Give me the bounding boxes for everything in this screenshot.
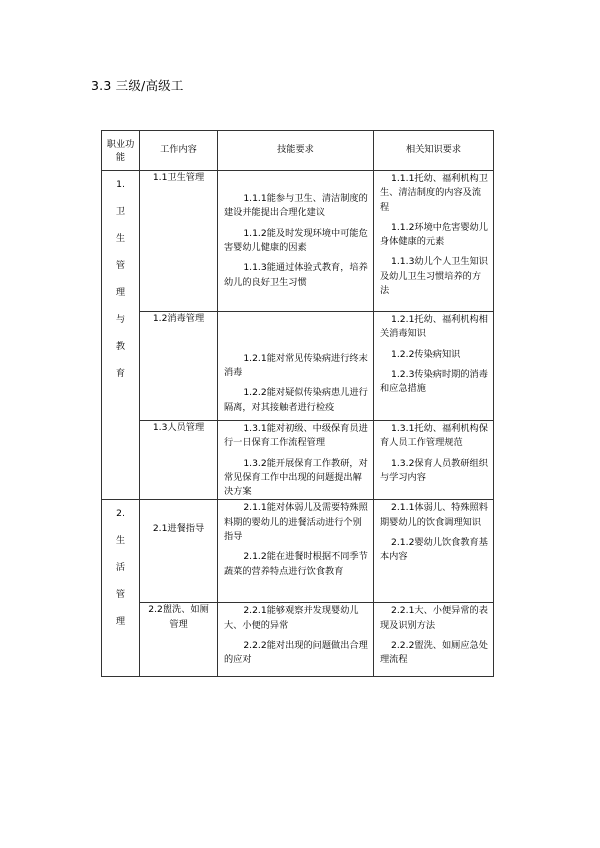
skill-item: 2.1.1能对体弱儿及需要特殊照料期的婴幼儿的进餐活动进行个别指导: [224, 502, 368, 543]
knowledge-cell: [374, 500, 494, 603]
knowledge-cell: [374, 603, 494, 677]
knowledge-item: 2.1.2婴幼儿饮食教育基本内容: [380, 537, 488, 563]
skill-standard-table: [101, 130, 494, 677]
knowledge-item: 1.1.1托幼、福利机构卫生、清洁制度的内容及流程: [380, 173, 488, 213]
knowledge-item: 1.2.3传染病时期的消毒和应急措施: [380, 368, 488, 395]
skill-item: 1.1.3能通过体验式教育，培养幼儿的良好卫生习惯: [224, 262, 368, 288]
header-know: 相关知识要求: [374, 131, 494, 171]
knowledge-cell: [374, 312, 494, 421]
work-cell: 1.2消毒管理: [140, 312, 218, 421]
func-cell: [102, 500, 140, 677]
knowledge-item: 2.1.1体弱儿、特殊照料期婴幼儿的饮食调理知识: [380, 502, 488, 528]
work-cell: 1.1卫生管理: [140, 171, 218, 312]
skill-cell: [218, 603, 374, 677]
section-heading: 3.3 三级/高级工: [91, 78, 184, 93]
knowledge-cell: [374, 421, 494, 500]
knowledge-item: 1.1.2环境中危害婴幼儿身体健康的元素: [380, 221, 488, 248]
knowledge-item: 1.3.1托幼、福利机构保育人员工作管理规范: [380, 423, 488, 449]
work-cell: 2.2盥洗、如厕管理: [140, 603, 218, 677]
skill-item: 2.2.2能对出现的问题做出合理的应对: [224, 640, 368, 666]
header-skill: 技能要求: [218, 131, 374, 171]
skill-item: 1.2.2能对疑似传染病患儿进行隔离，对其接触者进行检疫: [224, 387, 368, 413]
skill-item: 1.1.1能参与卫生、清洁制度的建设并能提出合理化建议: [224, 193, 368, 219]
skill-item: 2.2.1能够观察并发现婴幼儿大、小便的异常: [224, 605, 359, 631]
knowledge-item: 2.2.2盥洗、如厕应急处理流程: [380, 640, 488, 666]
table-row: [102, 312, 494, 421]
skill-item: 1.3.1能对初级、中级保育员进行一日保育工作流程管理: [224, 423, 368, 449]
table-header-row: [102, 131, 494, 171]
work-cell: 1.3人员管理: [140, 421, 218, 500]
skill-item: 1.1.2能及时发现环境中可能危害婴幼儿健康的因素: [224, 227, 368, 253]
skill-cell: [218, 171, 374, 312]
table-row: [102, 421, 494, 500]
skill-cell: [218, 500, 374, 603]
skill-item: 2.1.2能在进餐时根据不同季节蔬菜的营养特点进行饮食教育: [224, 551, 368, 577]
header-work: 工作内容: [140, 131, 218, 171]
skill-cell: [218, 421, 374, 500]
knowledge-item: 1.1.3幼儿个人卫生知识及幼儿卫生习惯培养的方法: [380, 256, 488, 297]
work-cell: 2.1进餐指导: [140, 500, 218, 603]
skill-cell: [218, 312, 374, 421]
header-func: 职业功能: [102, 131, 140, 171]
knowledge-item: 2.2.1大、小便异常的表现及识别方法: [380, 605, 488, 631]
knowledge-item: 1.3.2保育人员教研组织与学习内容: [380, 457, 488, 483]
table-row: [102, 171, 494, 312]
func-cell: [102, 171, 140, 500]
func-label: 1. 卫 生 管 理 与 教 育: [115, 179, 126, 379]
table-row: [102, 500, 494, 603]
func-label: 2. 生 活 管 理: [115, 508, 126, 628]
knowledge-item: 1.2.1托幼、福利机构相关消毒知识: [380, 314, 488, 340]
skill-item: 1.3.2能开展保育工作教研，对常见保育工作中出现的问题提出解决方案: [224, 457, 368, 498]
table-row: [102, 603, 494, 677]
knowledge-cell: [374, 171, 494, 312]
knowledge-item: 1.2.2传染病知识: [391, 348, 461, 360]
skill-item: 1.2.1能对常见传染病进行终末消毒: [224, 352, 368, 379]
